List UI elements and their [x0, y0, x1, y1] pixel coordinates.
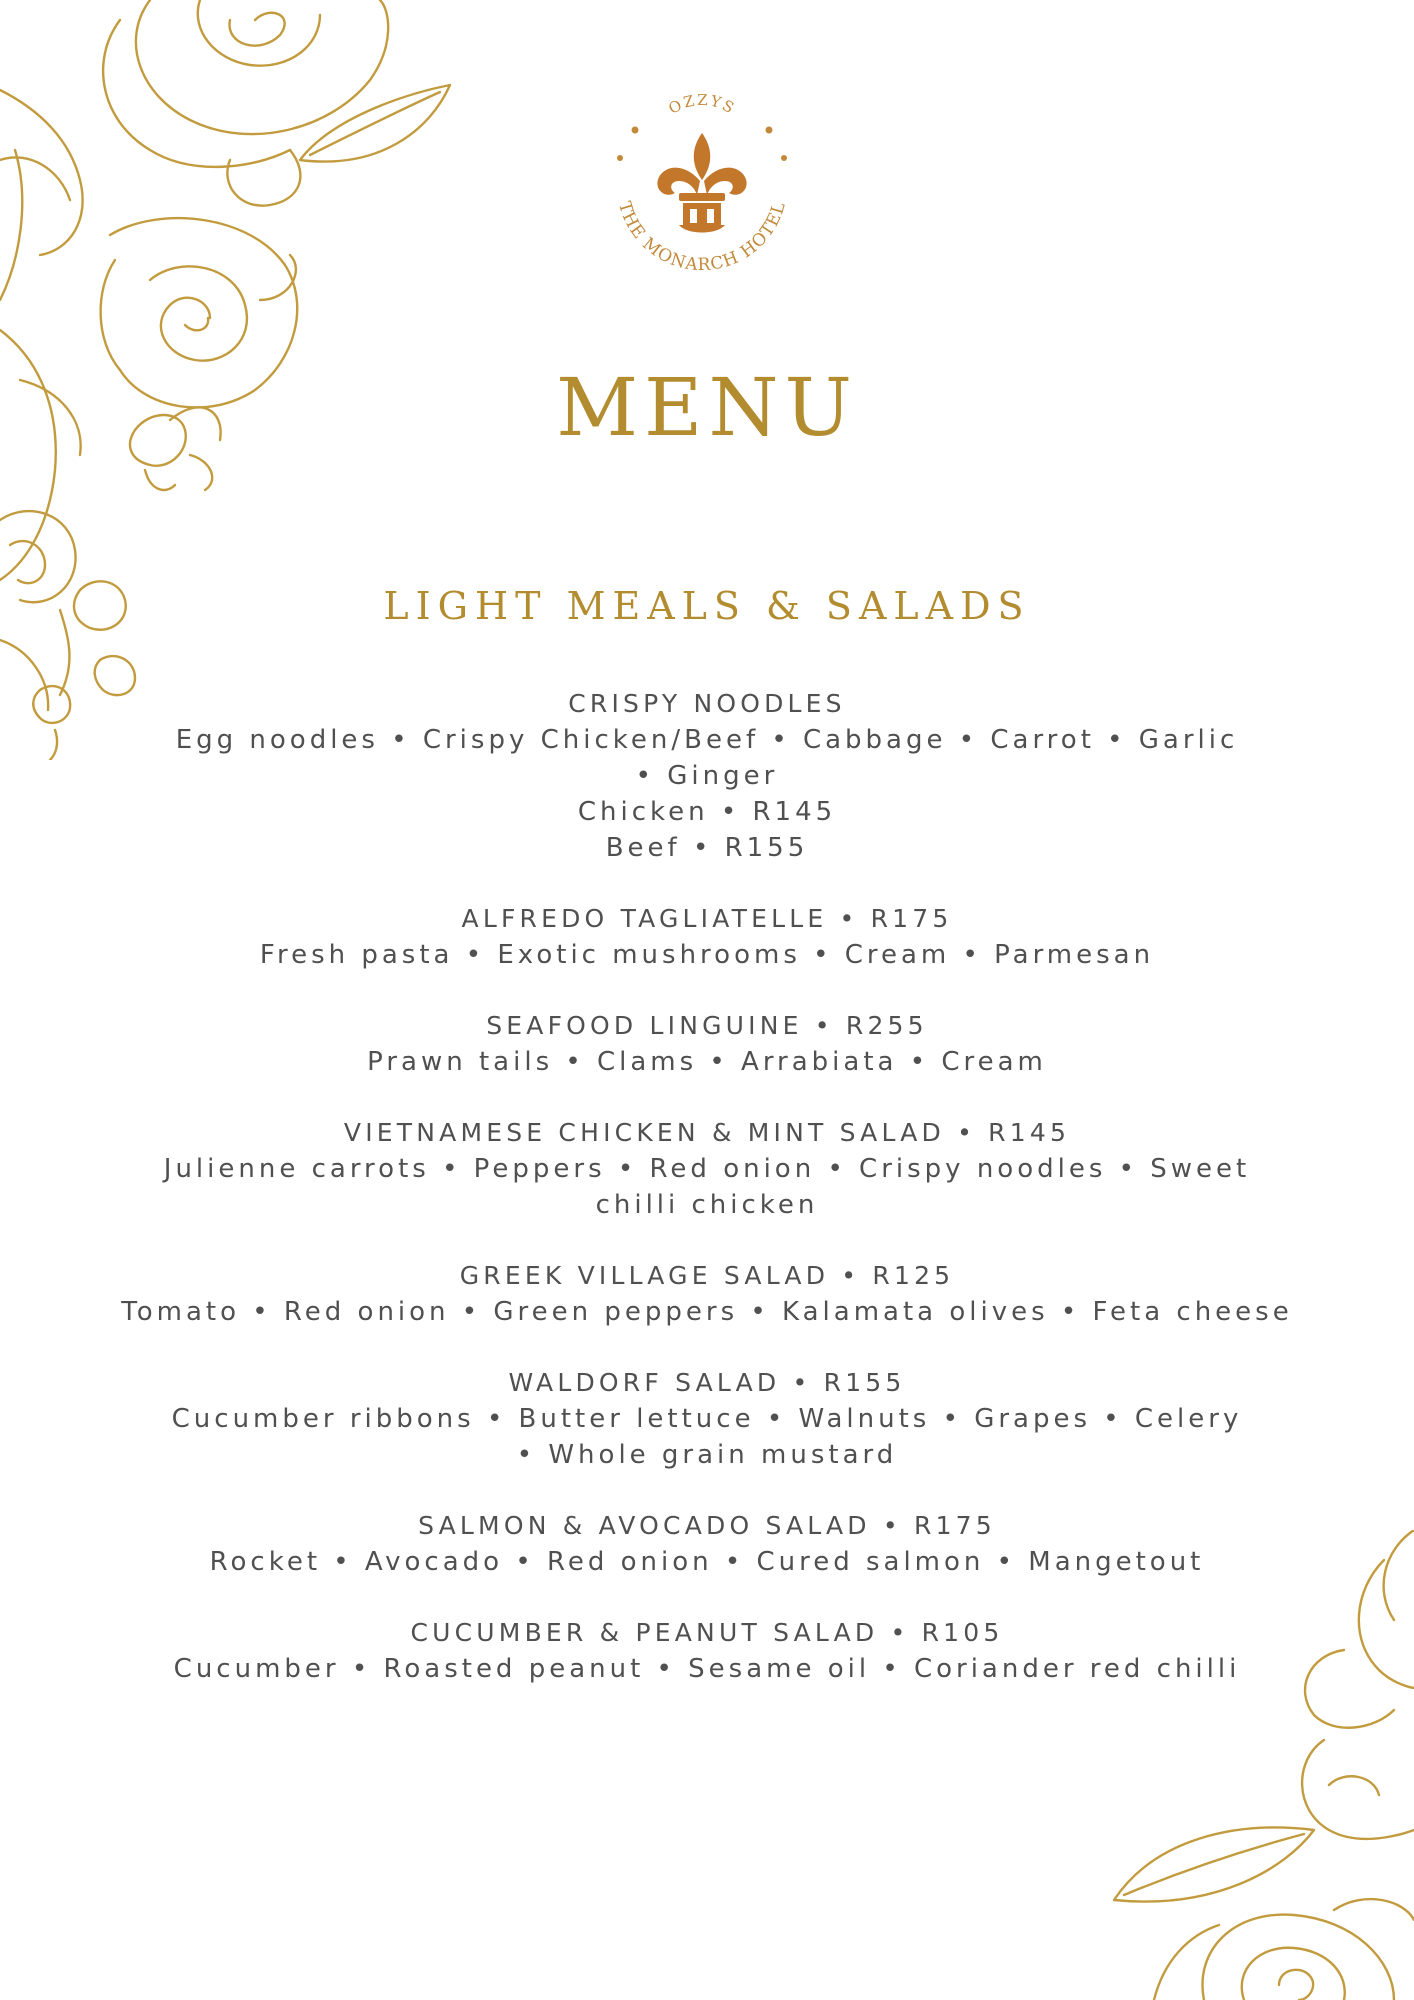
- menu-item: [120, 1115, 1294, 1223]
- item-name: SEAFOOD LINGUINE • R255: [486, 1011, 928, 1040]
- item-name: ALFREDO TAGLIATELLE • R175: [461, 904, 953, 933]
- menu-item: [120, 1365, 1294, 1473]
- logo-ring-text: THE MONARCH HOTEL: [614, 199, 790, 276]
- logo-top-text: OZZYS: [665, 90, 739, 118]
- item-name: CRISPY NOODLES: [568, 689, 846, 718]
- item-price: Beef • R155: [605, 833, 809, 863]
- item-price: Chicken • R145: [577, 797, 837, 827]
- item-description: Cucumber • Roasted peanut • Sesame oil • Coriander red chilli: [173, 1654, 1241, 1684]
- item-name: WALDORF SALAD • R155: [508, 1368, 906, 1397]
- menu-items-list: [120, 686, 1294, 1722]
- menu-item: [120, 1258, 1294, 1330]
- page-title: MENU: [556, 361, 858, 454]
- item-description: Cucumber ribbons • Butter lettuce • Walnuts • Grapes • Celery: [171, 1404, 1243, 1434]
- menu-item: [120, 1615, 1294, 1687]
- item-description: Egg noodles • Crispy Chicken/Beef • Cabbage • Carrot • Garlic: [175, 725, 1239, 755]
- item-name: VIETNAMESE CHICKEN & MINT SALAD • R145: [343, 1118, 1071, 1147]
- item-name: CUCUMBER & PEANUT SALAD • R105: [410, 1618, 1004, 1647]
- hotel-logo: [607, 85, 797, 285]
- item-description: chilli chicken: [595, 1190, 819, 1220]
- item-description: Prawn tails • Clams • Arrabiata • Cream: [367, 1047, 1047, 1077]
- menu-item: [120, 1008, 1294, 1080]
- item-name: SALMON & AVOCADO SALAD • R175: [418, 1511, 996, 1540]
- item-description: • Ginger: [635, 761, 779, 791]
- menu-item: [120, 901, 1294, 973]
- menu-item: [120, 1508, 1294, 1580]
- svg-text:OZZYS: [665, 91, 738, 118]
- item-description: Rocket • Avocado • Red onion • Cured salmon • Mangetout: [209, 1547, 1205, 1577]
- item-description: • Whole grain mustard: [516, 1440, 898, 1470]
- fleur-de-lis-icon: [657, 133, 746, 233]
- section-title: LIGHT MEALS & SALADS: [383, 584, 1031, 628]
- item-description: Fresh pasta • Exotic mushrooms • Cream • Parmesan: [259, 940, 1155, 970]
- menu-item: [120, 686, 1294, 866]
- item-description: Julienne carrots • Peppers • Red onion • Crispy noodles • Sweet: [163, 1154, 1251, 1184]
- item-name: GREEK VILLAGE SALAD • R125: [459, 1261, 955, 1290]
- item-description: Tomato • Red onion • Green peppers • Kalamata olives • Feta cheese: [121, 1297, 1293, 1327]
